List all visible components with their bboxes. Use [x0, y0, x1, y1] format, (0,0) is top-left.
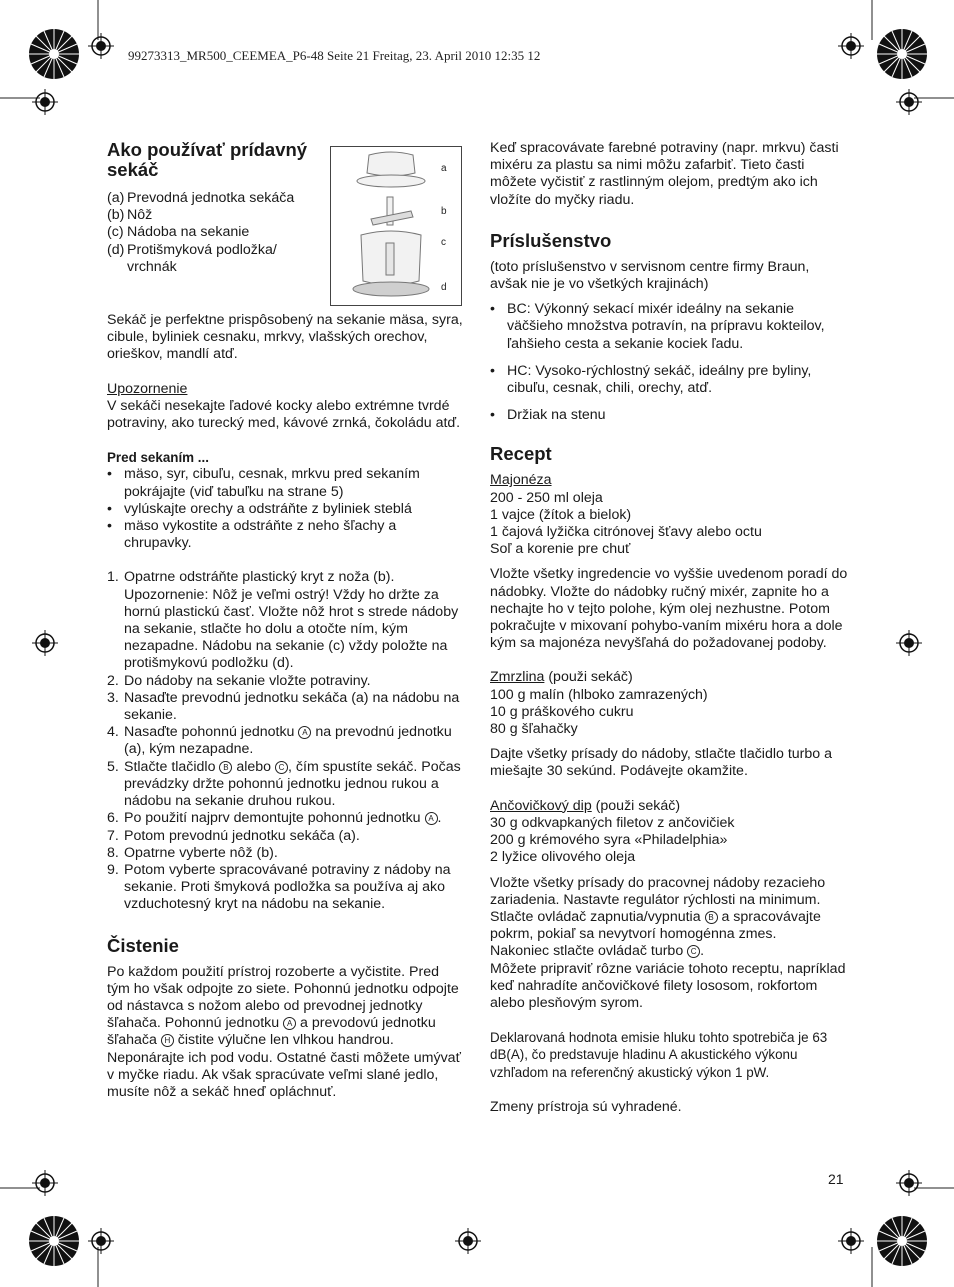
step-item: 5. Stlačte tlačidlo B alebo C , čím spustíte sekáč. Počas prevádzky držte pohonnú jednotku jednou rukou a nádobu na sekanie druhou rukou. — [107, 758, 461, 810]
steps-list — [107, 569, 463, 913]
registration-target-icon — [32, 630, 58, 656]
figure-label-c: c — [441, 237, 446, 248]
noise-declaration: Deklarovaná hodnota emisie hluku tohto spotrebiča je 63 dB(A), čo predstavuje hladinu A akustického výkonu vzhľadom na referenčný akustický výkon 1 pW. — [490, 1030, 828, 1080]
before-chopping-title: Pred sekaním ... — [107, 450, 209, 466]
registration-target-icon — [88, 1228, 114, 1254]
registration-target-icon — [896, 630, 922, 656]
recipe-title-mayo: Majonéza — [490, 472, 552, 489]
color-note: Keď spracovávate farebné potraviny (napr. mrkvu) časti mixéru za plastu sa nimi môžu zafarbiť. Tieto časti môžete vyčistiť z rastlinným olejom, predtým ako ich vložíte do myčky riadu. — [490, 140, 839, 208]
ingredient-line: 200 - 250 ml oleja — [490, 489, 603, 506]
circled-letter-icon: C — [687, 945, 700, 958]
cleaning-paragraph: Po každom použití prístroj rozoberte a vyčistite. Pred tým ho však odpojte zo siete. Pohonnú jednotku odpojte od nástavca s nožom alebo od prevodnej jednotky šľahača. Pohonnú jednotku A a prevodovú jednotku šľahača H čistite výlučne len vlhkou handrou. Neponárajte ich pod vodu. Ostatné časti môžete umývať v myčke riadu. Ak však spracúvate veľmi slané jedlo, musíte nôž a sekáč hneď opláchnuť. — [107, 963, 461, 1100]
dip-instructions: Nakoniec stlačte ovládač turbo C . — [490, 943, 705, 960]
circled-letter-icon: A — [425, 812, 438, 825]
registration-target-icon — [838, 1228, 864, 1254]
dip-instructions: Vložte všetky prísady do pracovnej nádoby rezacieho zariadenia. Nastavte regulátor rýchlosti na minimum. — [490, 874, 826, 908]
right-column — [490, 140, 848, 1116]
accessories-list — [490, 301, 848, 424]
mayo-instructions: Vložte všetky ingredencie vo vyššie uvedenom poradí do nádobky. Vložte do nádobky ručný mixér, zapnite ho a nechajte ho v tejto polohe, kým olej nezhustne. Potom pokračujte v mixovaní pohybo-vaním mixéru hora a dole kým sa majonéza nevyšľahá do požadovanej podoby. — [490, 566, 848, 652]
ingredient-line: 1 vajce (žítok a bielok) — [490, 506, 632, 523]
figure-label-a: a — [441, 163, 447, 174]
ingredient-line: Soľ a korenie pre chuť — [490, 541, 631, 558]
section-title-cleaning: Čistenie — [107, 934, 179, 956]
section-title-chopper: Ako používať prídavný sekáč — [107, 139, 308, 180]
caution-title: Upozornenie — [107, 380, 188, 397]
caution-text: V sekáči nesekajte ľadové kocky alebo extrémne tvrdé potraviny, ako turecký med, kávové zrnká, čokoládu atď. — [107, 397, 461, 432]
starburst-mark-icon — [28, 28, 80, 80]
ingredient-line: 1 čajová lyžička citrónovej šťavy alebo octu — [490, 524, 762, 541]
starburst-mark-icon — [876, 28, 928, 80]
parts-list — [107, 190, 322, 276]
left-column — [107, 140, 463, 1101]
figure-label-d: d — [441, 282, 447, 293]
list-item: • BC: Výkonný sekací mixér ideálny na sekanie väčšieho množstva potravín, na prípravu kokteilov, ľahšieho cesta a sekanie kociek ľadu. — [490, 301, 848, 353]
accessories-note: (toto príslušenstvo v servisnom centre firmy Braun, avšak nie je vo všetkých krajinách) — [490, 258, 810, 293]
registration-target-icon — [896, 1170, 922, 1196]
list-item: • mäso vykostite a odstráňte z neho šľachy a chrupavky. — [107, 518, 463, 552]
registration-target-icon — [32, 1170, 58, 1196]
registration-target-icon — [896, 89, 922, 115]
changes-note: Zmeny prístroja sú vyhradené. — [490, 1098, 682, 1115]
list-item: • mäso, syr, cibuľu, cesnak, mrkvu pred sekaním pokrájajte (viď tabuľku na strane 5) — [107, 466, 463, 500]
ingredient-line: 80 g šľahačky — [490, 721, 578, 738]
circled-letter-icon: A — [298, 726, 311, 739]
step-item: 9. Potom vyberte spracovávané potraviny z nádoby na sekanie. Proti šmyková podložka sa používa aj ako vzduchotesný kryt na nádobu na sekanie. — [107, 861, 451, 913]
registration-target-icon — [455, 1228, 481, 1254]
step-item: 6. Po použití najprv demontujte pohonnú jednotku A . — [107, 810, 442, 827]
step-item: 3. Nasaďte prevodnú jednotku sekáča (a) na nádobu na sekanie. — [107, 689, 460, 724]
section-title-recipe: Recept — [490, 443, 552, 465]
registration-target-icon — [32, 89, 58, 115]
circled-letter-icon: C — [275, 761, 288, 774]
parts-item: (b) Nôž — [107, 207, 153, 224]
ingredient-line: 200 g krémového syra «Philadelphia» — [490, 832, 728, 849]
step-item: 4. Nasaďte pohonnú jednotku A na prevodnú jednotku (a), kým nezapadne. — [107, 724, 452, 758]
print-header: 99273313_MR500_CEEMEA_P6-48 Seite 21 Freitag, 23. April 2010 12:35 12 — [128, 48, 541, 63]
step-item: 7. Potom prevodnú jednotku sekáča (a). — [107, 827, 360, 844]
starburst-mark-icon — [876, 1215, 928, 1267]
recipe-title-ice: Zmrzlina (použi sekáč) — [490, 669, 633, 686]
page-number: 21 — [828, 1171, 844, 1187]
list-item: • vylúskajte orechy a odstráňte z byliniek steblá — [107, 501, 463, 518]
ice-instructions: Dajte všetky prísady do nádoby, stlačte tlačidlo turbo a miešajte 30 sekúnd. Podávejte okamžite. — [490, 746, 832, 780]
dip-instructions: Stlačte ovládač zapnutia/vypnutia B a spracovávajte pokrm, pokiaľ sa nevytvorí homogénna zmes. — [490, 908, 821, 943]
parts-item: (d) Protišmyková podložka/ vrchnák — [107, 241, 277, 275]
list-item: • HC: Vysoko-rýchlostný sekáč, ideálny pre byliny, cibuľu, cesnak, chili, orechy, atď. — [490, 363, 848, 397]
step-item: 8. Opatrne vyberte nôž (b). — [107, 844, 278, 861]
ingredient-line: 30 g odkvapkaných filetov z ančovičiek — [490, 814, 735, 831]
circled-letter-icon: B — [705, 911, 718, 924]
circled-letter-icon: H — [161, 1034, 174, 1047]
circled-letter-icon: B — [219, 761, 232, 774]
section-title-accessories: Príslušenstvo — [490, 229, 612, 251]
registration-target-icon — [838, 33, 864, 59]
circled-letter-icon: A — [283, 1017, 296, 1030]
step-item: 2. Do nádoby na sekanie vložte potraviny. — [107, 672, 371, 689]
intro-paragraph: Sekáč je perfektne prispôsobený na sekanie mäsa, syra, cibule, byliniek cesnaku, mrkvy, vlašských orechov, orieškov, mandlí atď. — [107, 312, 463, 363]
dip-instructions: Môžete pripraviť rôzne variácie tohoto receptu, napríklad keď nahradíte ančovičkové filety lososom, rokfortom alebo plesňovým syrom. — [490, 960, 846, 1011]
figure-label-b: b — [441, 206, 447, 217]
registration-target-icon — [88, 33, 114, 59]
parts-item: (c) Nádoba na sekanie — [107, 224, 250, 241]
ingredient-line: 10 g práškového cukru — [490, 703, 634, 720]
ingredient-line: 2 lyžice olivového oleja — [490, 849, 636, 866]
recipe-title-dip: Ančovičkový dip (použi sekáč) — [490, 797, 681, 814]
ingredient-line: 100 g malín (hlboko zamrazených) — [490, 686, 708, 703]
list-item: • Držiak na stenu — [490, 407, 848, 424]
step-item: 1. Opatrne odstráňte plastický kryt z noža (b). Upozornenie: Nôž je veľmi ostrý! Vždy ho držte za hornú plastickú časť. Vložte nôž hrot s strede nádoby na sekanie, stlačte ho dolu a otočte ním, kým nezapadne. Nádobu na sekanie (c) vždy položte na protišmykovú podložku (d). — [107, 569, 459, 672]
parts-item: (a) Prevodná jednotka sekáča — [107, 190, 295, 206]
before-chopping-list — [107, 466, 463, 552]
starburst-mark-icon — [28, 1215, 80, 1267]
